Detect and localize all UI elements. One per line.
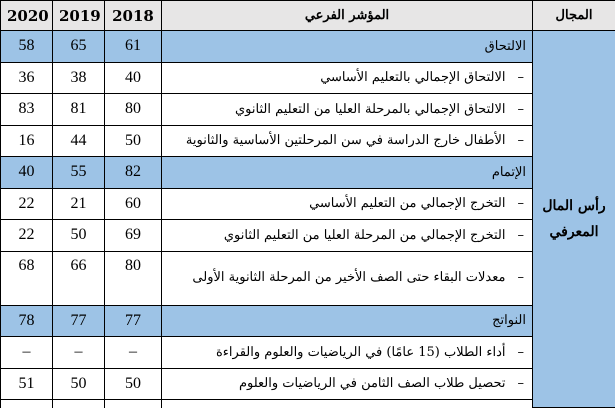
value-2018: 61 [105,31,162,63]
value-2018: 80 [105,94,162,126]
bullet-dash: – [517,196,524,212]
value-2019: 55 [53,157,105,189]
header-domain: المجال [533,1,615,31]
value-2019: 21 [53,188,105,220]
indicator-cell [162,337,533,369]
value-2020: 78 [1,305,53,337]
value-2019: 77 [53,305,105,337]
value-2019: 44 [53,125,105,157]
domain-line2: المعرفي [549,224,599,240]
domain-cell [533,31,615,408]
bullet-dash: – [517,270,524,285]
indicator-row [1,220,615,252]
value-2020: 22 [1,188,53,220]
section-row-enrollment [1,31,615,63]
indicator-cell [162,94,533,126]
indicator-label: الالتحاق الإجمالي بالتعليم الأساسي [320,70,506,86]
indicator-label: التخرج الإجمالي من التعليم الأساسي [309,196,506,212]
section-row-completion [1,157,615,189]
bullet-dash: – [517,376,524,392]
indicator-cell [162,251,533,305]
header-year-2018: 2018 [105,1,162,31]
value-2020: 36 [1,62,53,94]
value-2019: 50 [53,368,105,400]
value-2018: 60 [105,188,162,220]
indicator-cell [162,125,533,157]
bullet-dash: – [517,70,524,86]
indicator-label: معدلات البقاء حتى الصف الأخير من المرحلة الثانوية الأولى [192,270,506,285]
value-2020: 83 [1,94,53,126]
indicator-row [1,337,615,369]
section-label: الإتمام [162,157,533,189]
indicator-label: الالتحاق الإجمالي بالمرحلة العليا من التعليم الثانوي [234,101,506,117]
empty-cell [105,400,162,408]
value-2019: 81 [53,94,105,126]
bullet-dash: – [517,227,524,243]
empty-cell [53,400,105,408]
value-2020: 22 [1,220,53,252]
value-2019: 66 [53,251,105,305]
value-2020: 16 [1,125,53,157]
value-2018: 80 [105,251,162,305]
indicator-cell [162,62,533,94]
bullet-dash: – [517,344,524,360]
value-2018: – [105,337,162,369]
value-2020: – [1,337,53,369]
indicator-cell [162,368,533,400]
indicator-label: الأطفال خارج الدراسة في سن المرحلتين الأساسية والثانوية [185,133,506,149]
empty-cell [162,400,533,408]
header-indicator: المؤشر الفرعي [162,1,533,31]
indicator-row [1,188,615,220]
bullet-dash: – [517,101,524,117]
value-2020: 68 [1,251,53,305]
value-2018: 50 [105,368,162,400]
value-2020: 40 [1,157,53,189]
indicator-cell [162,220,533,252]
value-2019: 50 [53,220,105,252]
value-2018: 82 [105,157,162,189]
value-2019: – [53,337,105,369]
indicator-row [1,368,615,400]
indicator-row [1,125,615,157]
indicator-label: أداء الطلاب (15 عامًا) في الرياضيات والعلوم والقراءة [216,344,506,360]
value-2019: 65 [53,31,105,63]
indicator-row [1,251,615,305]
indicator-label: التخرج الإجمالي من المرحلة العليا من التعليم الثانوي [223,227,506,243]
empty-cell [1,400,53,408]
indicator-row [1,94,615,126]
section-row-outcomes [1,305,615,337]
value-2019: 38 [53,62,105,94]
value-2020: 58 [1,31,53,63]
indicator-label: تحصيل طلاب الصف الثامن في الرياضيات والعلوم [238,376,506,392]
bullet-dash: – [517,133,524,149]
domain-line1: رأس المال [542,198,606,214]
indicator-cell [162,188,533,220]
table-continuation-row [1,400,615,408]
value-2018: 40 [105,62,162,94]
value-2020: 51 [1,368,53,400]
section-label: النواتج [162,305,533,337]
indicator-row [1,62,615,94]
section-label: الالتحاق [162,31,533,63]
header-year-2020: 2020 [1,1,53,31]
header-row [1,1,615,31]
value-2018: 77 [105,305,162,337]
header-year-2019: 2019 [53,1,105,31]
value-2018: 50 [105,125,162,157]
value-2018: 69 [105,220,162,252]
